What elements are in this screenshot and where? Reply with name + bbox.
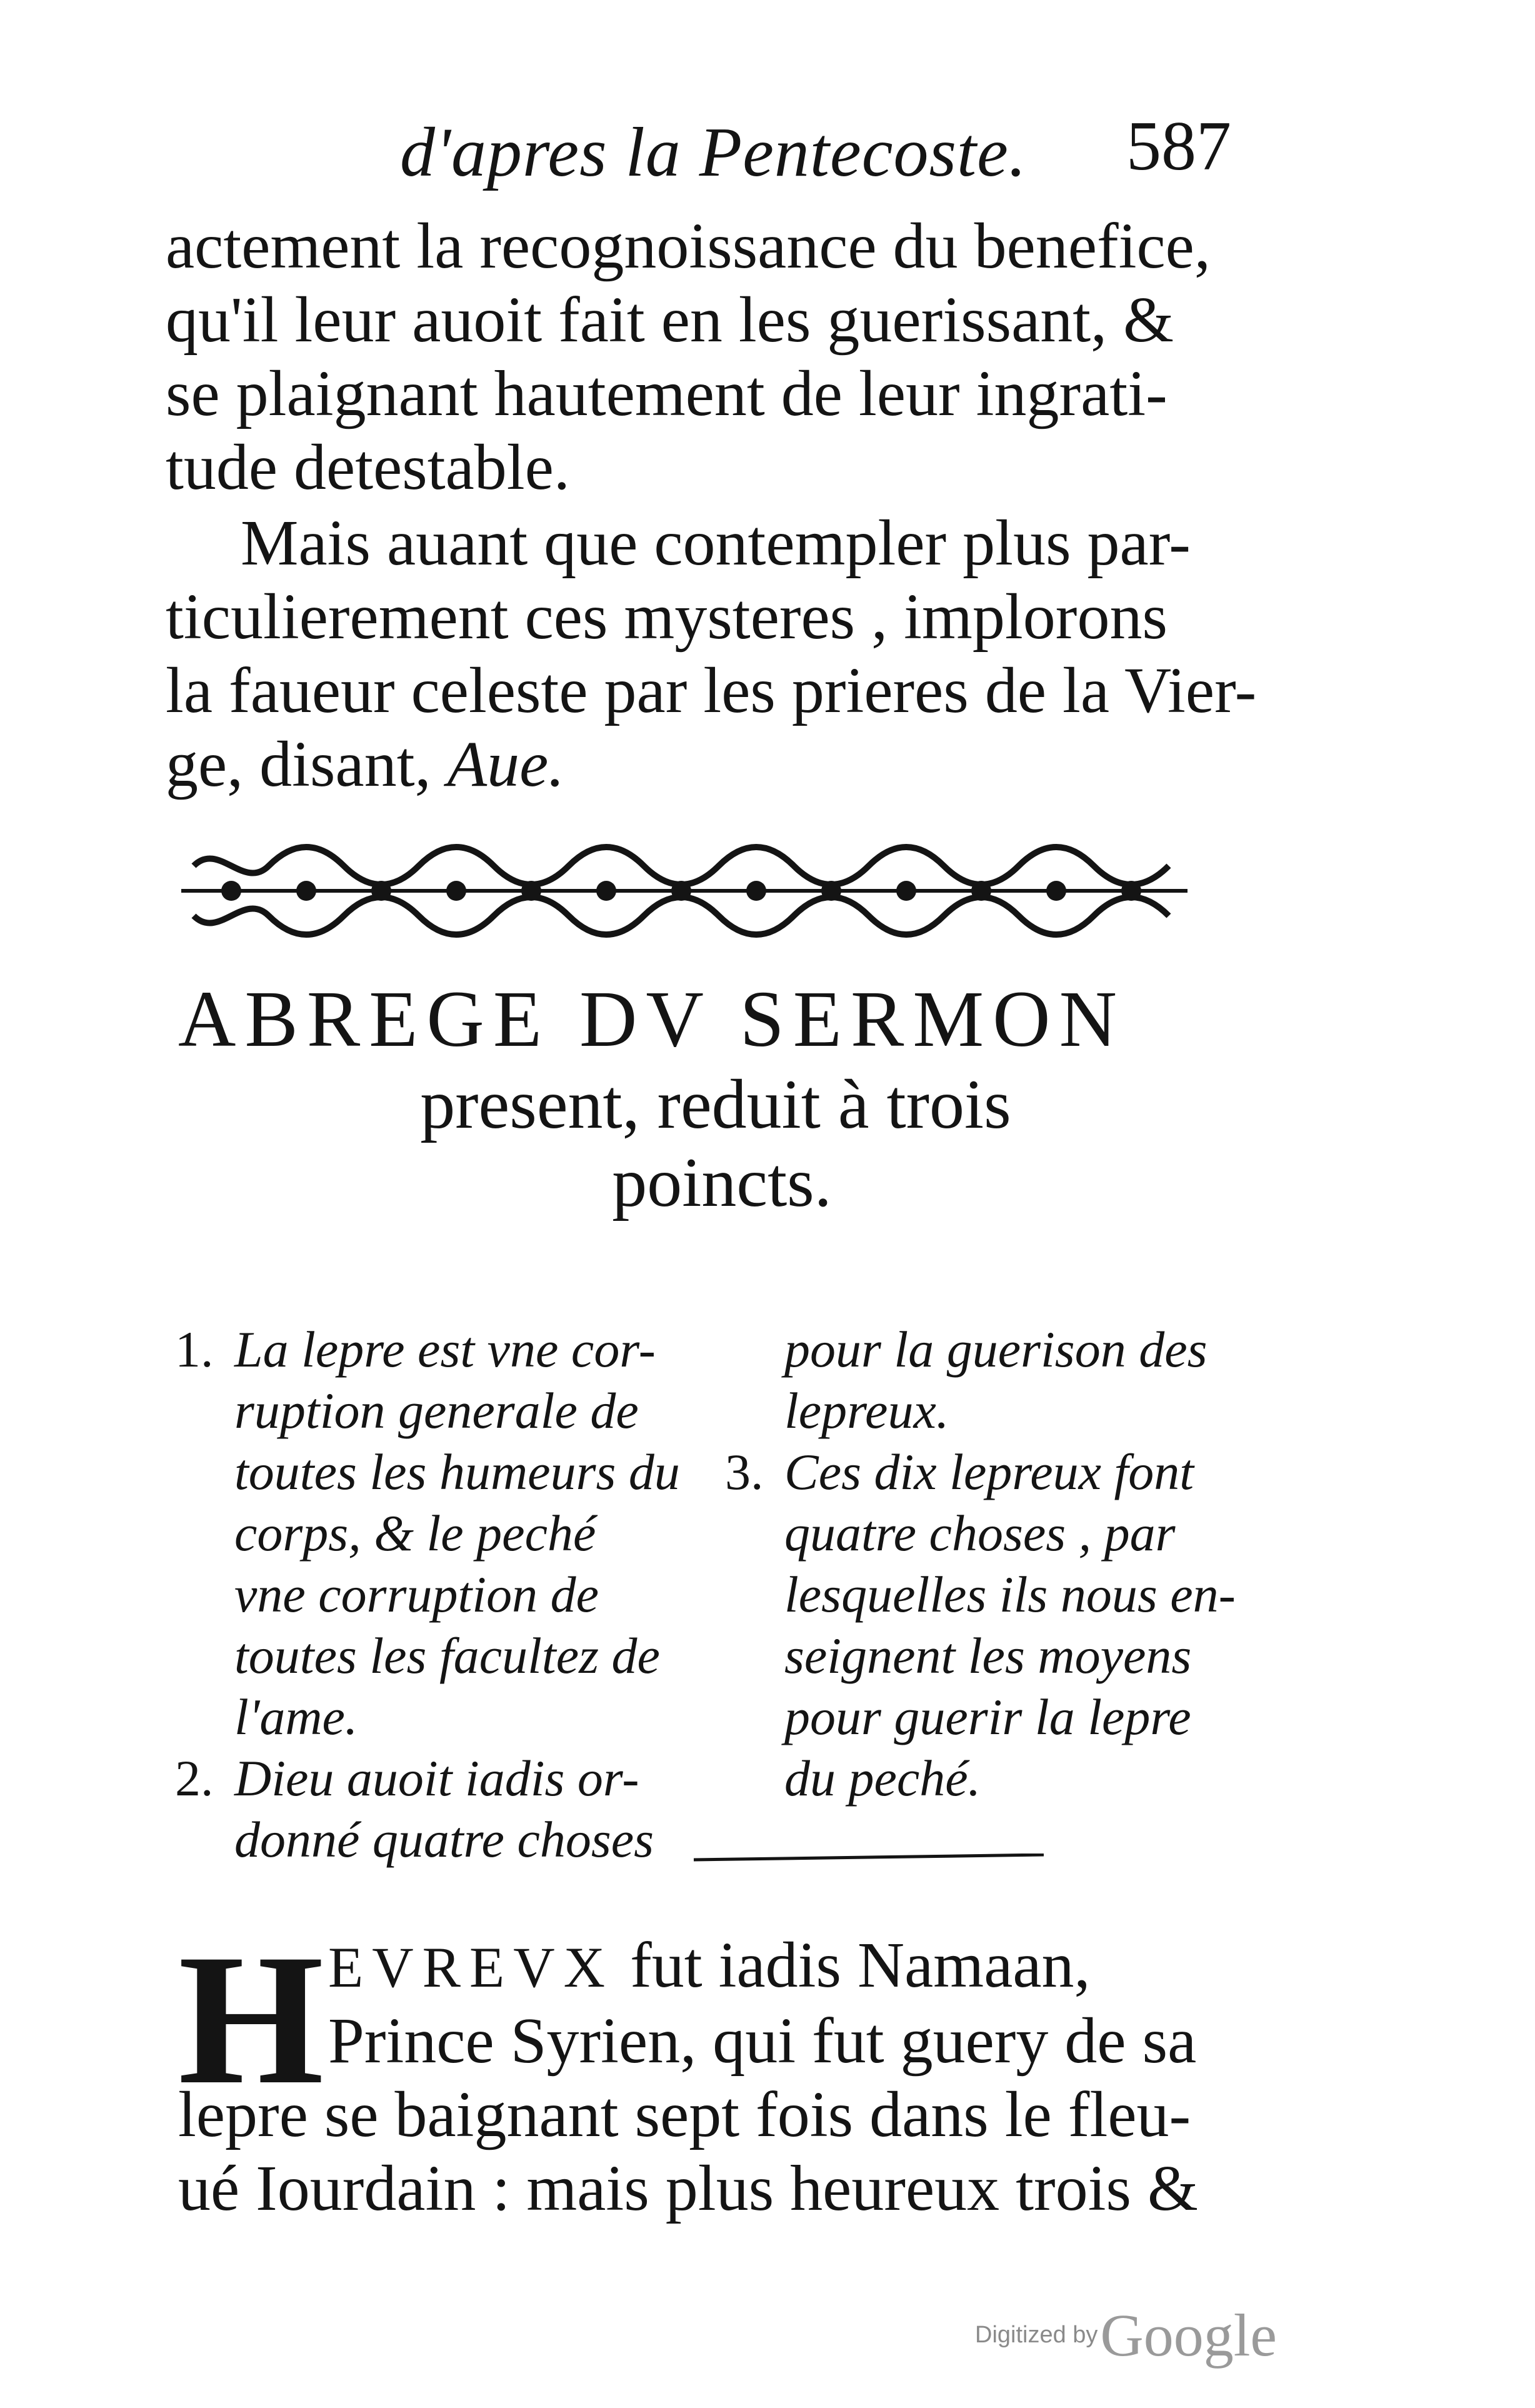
text-line: ué Iourdain : mais plus heureux trois & (178, 2152, 1198, 2224)
second-paragraph (166, 506, 1257, 801)
text-line: Prince Syrien, qui fut guery de sa (328, 2005, 1197, 2077)
text-line: lepre se baignant sept fois dans le fleu- (178, 2079, 1191, 2150)
abrege-heading (178, 972, 1228, 1222)
text-line: Mais auant que contempler plus par- (241, 507, 1191, 579)
smallcaps-word: EVREVX (328, 1935, 614, 1999)
section-rule (694, 1854, 1044, 1862)
summary-line: quatre choses , par (784, 1505, 1176, 1562)
summary-line: lepreux. (784, 1382, 949, 1439)
text-line (178, 1929, 1241, 2004)
point-number: 1. (175, 1321, 214, 1378)
text-line: la faueur celeste par les prieres de la Vier- (166, 655, 1257, 726)
summary-line: corps, & le peché (234, 1505, 596, 1562)
text-line: actement la recognoissance du benefice, (166, 210, 1211, 282)
running-title: d'apres la Pentecoste. (400, 114, 1027, 191)
text-line: tude detestable. (166, 431, 570, 503)
text-line: ticulierement ces mysteres , implorons (166, 581, 1168, 653)
summary-column-right (725, 1319, 1238, 1809)
summary-text: La lepre est vne cor- (234, 1321, 656, 1378)
abrege-title-line1: ABREGE DV SERMON (178, 975, 1126, 1063)
drop-cap: H (178, 1915, 324, 2123)
text-line (166, 728, 1228, 801)
summary-text: Ces dix lepreux font (784, 1443, 1194, 1500)
summary-line: donné quatre choses (234, 1811, 654, 1868)
summary-column-left (175, 1319, 680, 1870)
abrege-title-line2: present, reduit à trois (420, 1066, 1011, 1143)
text-line: se plaignant hautement de leur ingrati- (166, 358, 1168, 429)
intro-paragraph (166, 209, 1228, 504)
summary-line: du peché. (784, 1750, 981, 1807)
digitized-label: Digitized by (975, 2322, 1098, 2348)
summary-line: toutes les humeurs du (234, 1443, 680, 1500)
opening-paragraph (178, 1929, 1241, 2225)
summary-line (175, 1748, 675, 1809)
summary-line: ruption generale de (234, 1382, 639, 1439)
ave-word: Aue. (447, 728, 565, 800)
page-number: 587 (1126, 108, 1231, 185)
summary-line: seignent les moyens (784, 1627, 1192, 1684)
text-line: qu'il leur auoit fait en les guerissant, & (166, 284, 1174, 356)
summary-line: l'ame. (234, 1688, 358, 1745)
summary-text: Dieu auoit iadis or- (234, 1750, 639, 1807)
summary-line: pour guerir la lepre (784, 1688, 1191, 1745)
point-number: 2. (175, 1750, 214, 1807)
point-number: 3. (725, 1443, 764, 1500)
ornamental-band (181, 828, 1188, 953)
summary-line (725, 1442, 1238, 1503)
summary-line (175, 1319, 675, 1380)
text-fragment: ge, disant, (166, 728, 448, 800)
abrege-title-line3: poincts. (612, 1144, 832, 1222)
text-fragment: fut iadis Namaan, (614, 1929, 1091, 2001)
summary-line: pour la guerison des (784, 1321, 1208, 1378)
digitized-watermark (975, 2300, 1277, 2375)
summary-line: lesquelles ils nous en- (784, 1566, 1236, 1623)
page-header (400, 106, 1231, 200)
summary-line: toutes les facultez de (234, 1627, 660, 1684)
summary-line: vne corruption de (234, 1566, 599, 1623)
google-logo: Google (1100, 2302, 1278, 2369)
